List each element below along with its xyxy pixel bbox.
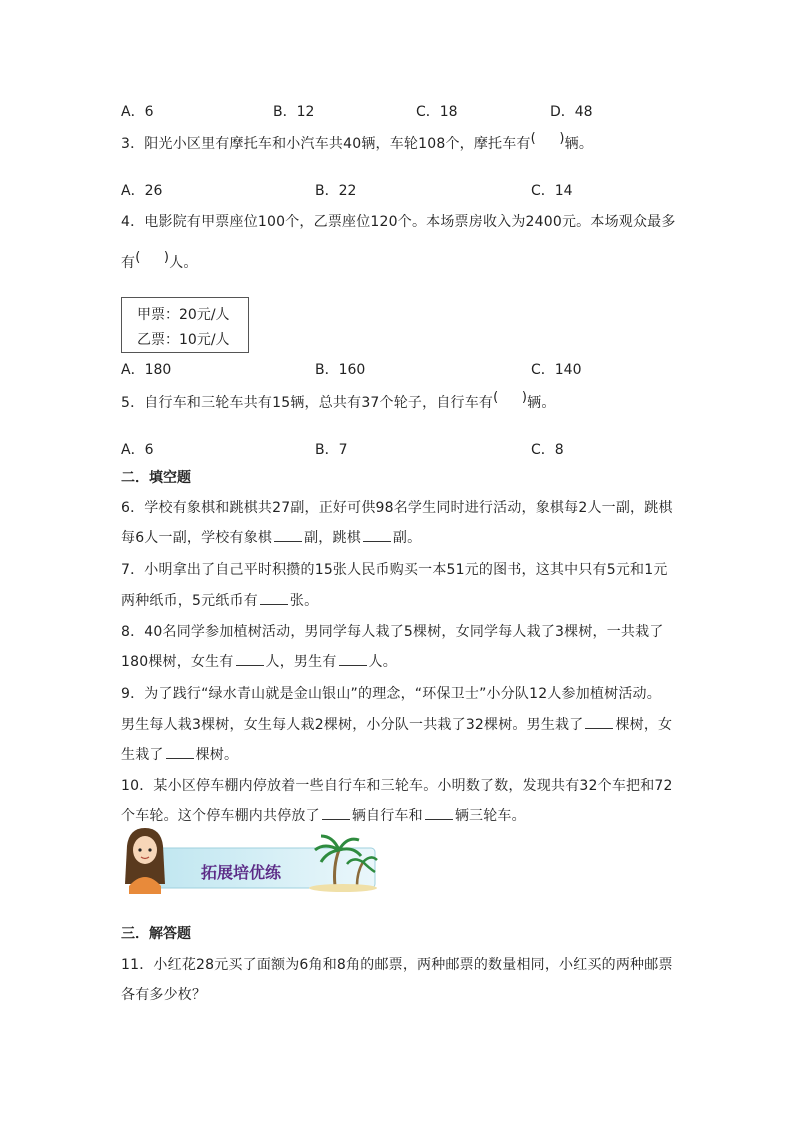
q4-question-line1: 4．电影院有甲票座位100个，乙票座位120个。本场票房收入为2400元。本场观众最多: [121, 214, 676, 230]
q3-options: [121, 180, 721, 200]
q3-option-c: C．14: [531, 183, 573, 199]
q4-question-line2: 有( ) 人。: [121, 252, 198, 272]
answer-blank[interactable]: [585, 716, 613, 729]
answer-blank[interactable]: [425, 807, 453, 820]
q4-option-c: C．140: [531, 362, 582, 378]
q9-line1: 9．为了践行“绿水青山就是金山银山”的理念，“环保卫士”小分队12人参加植树活动。: [121, 686, 661, 702]
price-line-b: 乙票：10元/人: [137, 332, 230, 348]
q8-line2: 180棵树，女生有 人，男生有 人。: [121, 654, 397, 670]
girl-illustration-icon: [125, 828, 165, 894]
q9-line3: 生栽了 棵树。: [121, 747, 239, 763]
q2-option-c: C．18: [416, 104, 458, 120]
banner-title: 拓展培优练: [201, 863, 282, 882]
q5-option-c: C．8: [531, 442, 564, 458]
q7-line1: 7．小明拿出了自己平时积攒的15张人民币购买一本51元的图书，这其中只有5元和1元: [121, 562, 668, 578]
answer-paren: [135, 255, 169, 271]
answer-blank[interactable]: [274, 529, 302, 542]
q10-line2: 个车轮。这个停车棚内共停放了 辆自行车和 辆三轮车。: [121, 808, 526, 824]
q11-line1: 11．小红花28元买了面额为6角和8角的邮票，两种邮票的数量相同，小红买的两种邮票: [121, 957, 673, 973]
q2-option-a: A．6: [121, 104, 154, 120]
q5-question: 5．自行车和三轮车共有15辆，总共有37个轮子，自行车有( ) 辆。: [121, 392, 556, 412]
q4-options: [121, 359, 721, 379]
q6-line2: 每6人一副，学校有象棋 副，跳棋 副。: [121, 530, 422, 546]
q7-line2: 两种纸币，5元纸币有 张。: [121, 593, 319, 609]
q8-line1: 8．40名同学参加植树活动，男同学每人栽了5棵树，女同学每人栽了3棵树，一共栽了: [121, 624, 664, 640]
q5-options: [121, 439, 721, 459]
q5-option-b: B．7: [315, 442, 348, 458]
q9-line2: 男生每人栽3棵树，女生每人栽2棵树，小分队一共栽了32棵树。男生栽了 棵树，女: [121, 717, 673, 733]
answer-blank[interactable]: [166, 746, 194, 759]
q3-option-b: B．22: [315, 183, 357, 199]
q2-option-b: B．12: [273, 104, 315, 120]
q3-question: 3．阳光小区里有摩托车和小汽车共40辆，车轮108个，摩托车有( ) 辆。: [121, 133, 593, 153]
answer-paren: [531, 136, 565, 152]
answer-blank[interactable]: [236, 653, 264, 666]
answer-blank[interactable]: [339, 653, 367, 666]
answer-blank[interactable]: [260, 592, 288, 605]
answer-paren: [493, 395, 527, 411]
price-line-a: 甲票：20元/人: [137, 307, 230, 323]
ticket-price-box: [121, 297, 249, 353]
answer-blank[interactable]: [322, 807, 350, 820]
q3-option-a: A．26: [121, 183, 163, 199]
q4-option-b: B．160: [315, 362, 366, 378]
section-fill-blank-heading: 二．填空题: [121, 470, 191, 486]
q4-option-a: A．180: [121, 362, 172, 378]
q2-option-d: D．48: [550, 104, 593, 120]
q6-line1: 6．学校有象棋和跳棋共27副，正好可供98名学生同时进行活动，象棋每2人一副，跳棋: [121, 500, 673, 516]
extension-practice-banner: [121, 826, 379, 894]
answer-blank[interactable]: [363, 529, 391, 542]
q5-option-a: A．6: [121, 442, 154, 458]
q2-options: [121, 101, 721, 121]
q10-line1: 10．某小区停车棚内停放着一些自行车和三轮车。小明数了数，发现共有32个车把和72: [121, 778, 673, 794]
q11-line2: 各有多少枚？: [121, 987, 207, 1003]
section-solve-heading: 三．解答题: [121, 926, 191, 942]
